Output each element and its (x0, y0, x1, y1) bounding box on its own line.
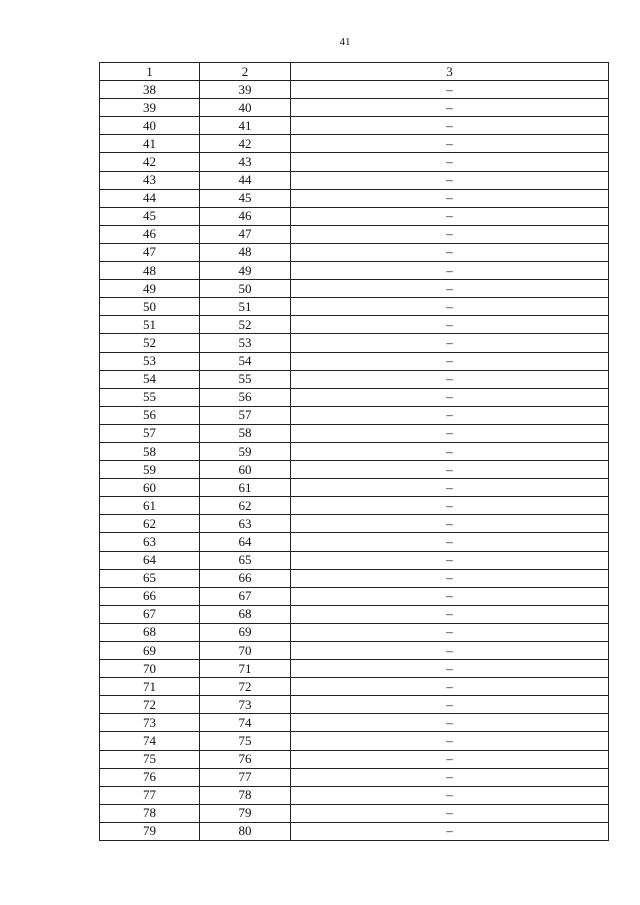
table-cell-col-3: – (291, 660, 609, 678)
table-cell-col-1: 63 (100, 533, 200, 551)
table-cell-col-1: 43 (100, 171, 200, 189)
table-cell-col-1: 39 (100, 99, 200, 117)
table-cell-col-3: – (291, 388, 609, 406)
table-cell-col-2: 62 (200, 497, 291, 515)
table-row (100, 569, 609, 587)
table-cell-col-1: 57 (100, 424, 200, 442)
table-cell-col-1: 50 (100, 298, 200, 316)
table-row (100, 225, 609, 243)
table-cell-col-2: 47 (200, 225, 291, 243)
table-row (100, 678, 609, 696)
table-cell-col-3: – (291, 370, 609, 388)
table-cell-col-1: 54 (100, 370, 200, 388)
table-cell-col-3: – (291, 714, 609, 732)
table-row (100, 189, 609, 207)
table-cell-col-1: 48 (100, 262, 200, 280)
table-cell-col-3: – (291, 551, 609, 569)
table-cell-col-3: – (291, 822, 609, 840)
table-row (100, 207, 609, 225)
table-row (100, 750, 609, 768)
table-cell-col-2: 63 (200, 515, 291, 533)
table-cell-col-1: 71 (100, 678, 200, 696)
table-cell-col-3: – (291, 768, 609, 786)
table-row (100, 442, 609, 460)
table-cell-col-2: 73 (200, 696, 291, 714)
table-cell-col-2: 64 (200, 533, 291, 551)
table-row (100, 171, 609, 189)
table-row (100, 153, 609, 171)
table-cell-col-3: – (291, 81, 609, 99)
table-cell-col-2: 79 (200, 804, 291, 822)
table-cell-col-2: 48 (200, 243, 291, 261)
table-row (100, 262, 609, 280)
table-cell-col-2: 54 (200, 352, 291, 370)
table-row (100, 515, 609, 533)
table-cell-col-3: – (291, 280, 609, 298)
table-cell-col-2: 46 (200, 207, 291, 225)
table-cell-col-1: 56 (100, 406, 200, 424)
table-cell-col-1: 67 (100, 605, 200, 623)
table-cell-col-2: 68 (200, 605, 291, 623)
table-row (100, 822, 609, 840)
table-cell-col-2: 42 (200, 135, 291, 153)
table-row (100, 551, 609, 569)
table-cell-col-1: 52 (100, 334, 200, 352)
table-cell-col-3: – (291, 678, 609, 696)
table-row (100, 533, 609, 551)
table-row (100, 352, 609, 370)
table-cell-col-1: 79 (100, 822, 200, 840)
table-cell-col-3: – (291, 786, 609, 804)
table-row (100, 99, 609, 117)
table-row (100, 370, 609, 388)
table-row (100, 298, 609, 316)
table-cell-col-2: 69 (200, 623, 291, 641)
table-cell-col-3: – (291, 189, 609, 207)
table-row (100, 135, 609, 153)
table-cell-col-2: 72 (200, 678, 291, 696)
table-cell-col-2: 78 (200, 786, 291, 804)
table-cell-col-2: 70 (200, 642, 291, 660)
table-cell-col-3: – (291, 352, 609, 370)
table-row (100, 388, 609, 406)
table-cell-col-3: – (291, 642, 609, 660)
table-cell-col-2: 50 (200, 280, 291, 298)
column-header-3: 3 (291, 63, 609, 81)
table-cell-col-2: 71 (200, 660, 291, 678)
table-cell-col-3: – (291, 497, 609, 515)
table-row (100, 424, 609, 442)
table-cell-col-3: – (291, 515, 609, 533)
table-cell-col-3: – (291, 334, 609, 352)
table-cell-col-3: – (291, 153, 609, 171)
table-row (100, 786, 609, 804)
table-cell-col-1: 55 (100, 388, 200, 406)
table-cell-col-2: 45 (200, 189, 291, 207)
table-cell-col-3: – (291, 623, 609, 641)
table-cell-col-2: 56 (200, 388, 291, 406)
table-cell-col-3: – (291, 171, 609, 189)
page-number: 41 (339, 36, 351, 48)
table-cell-col-2: 74 (200, 714, 291, 732)
table-cell-col-1: 47 (100, 243, 200, 261)
table-cell-col-3: – (291, 461, 609, 479)
table-cell-col-1: 77 (100, 786, 200, 804)
table-row (100, 81, 609, 99)
table-row (100, 732, 609, 750)
column-header-2: 2 (200, 63, 291, 81)
table-row (100, 587, 609, 605)
table-row (100, 280, 609, 298)
data-table (99, 62, 609, 841)
table-cell-col-1: 70 (100, 660, 200, 678)
table-cell-col-3: – (291, 533, 609, 551)
table-cell-col-1: 78 (100, 804, 200, 822)
table-cell-col-1: 41 (100, 135, 200, 153)
table-cell-col-2: 52 (200, 316, 291, 334)
table-cell-col-3: – (291, 569, 609, 587)
table-row (100, 768, 609, 786)
table-cell-col-2: 66 (200, 569, 291, 587)
table-cell-col-1: 62 (100, 515, 200, 533)
table-cell-col-3: – (291, 243, 609, 261)
table-cell-col-1: 53 (100, 352, 200, 370)
table-row (100, 605, 609, 623)
table-cell-col-3: – (291, 442, 609, 460)
table-row (100, 316, 609, 334)
table-cell-col-3: – (291, 225, 609, 243)
table-row (100, 497, 609, 515)
table-row (100, 714, 609, 732)
table-cell-col-1: 72 (100, 696, 200, 714)
table-cell-col-1: 44 (100, 189, 200, 207)
table-cell-col-1: 76 (100, 768, 200, 786)
table-row (100, 117, 609, 135)
table-cell-col-2: 77 (200, 768, 291, 786)
table-cell-col-1: 42 (100, 153, 200, 171)
table-cell-col-3: – (291, 316, 609, 334)
table-cell-col-2: 57 (200, 406, 291, 424)
table-cell-col-1: 66 (100, 587, 200, 605)
table-cell-col-1: 73 (100, 714, 200, 732)
table-cell-col-1: 68 (100, 623, 200, 641)
table-row (100, 696, 609, 714)
table-cell-col-1: 40 (100, 117, 200, 135)
table-cell-col-2: 67 (200, 587, 291, 605)
table-cell-col-1: 75 (100, 750, 200, 768)
table-row (100, 623, 609, 641)
table-cell-col-1: 65 (100, 569, 200, 587)
table-cell-col-3: – (291, 479, 609, 497)
table-cell-col-1: 51 (100, 316, 200, 334)
table-cell-col-2: 43 (200, 153, 291, 171)
table-cell-col-2: 61 (200, 479, 291, 497)
table-row (100, 461, 609, 479)
table-cell-col-2: 55 (200, 370, 291, 388)
table-cell-col-2: 39 (200, 81, 291, 99)
table-cell-col-1: 46 (100, 225, 200, 243)
table-cell-col-2: 65 (200, 551, 291, 569)
column-header-1: 1 (100, 63, 200, 81)
table-cell-col-2: 51 (200, 298, 291, 316)
table-cell-col-3: – (291, 135, 609, 153)
table-row (100, 406, 609, 424)
table-cell-col-1: 38 (100, 81, 200, 99)
table-cell-col-1: 58 (100, 442, 200, 460)
table-cell-col-2: 49 (200, 262, 291, 280)
table-cell-col-2: 40 (200, 99, 291, 117)
table-cell-col-3: – (291, 424, 609, 442)
table-cell-col-1: 59 (100, 461, 200, 479)
table-cell-col-2: 58 (200, 424, 291, 442)
table-cell-col-1: 74 (100, 732, 200, 750)
table-cell-col-2: 53 (200, 334, 291, 352)
table-cell-col-1: 61 (100, 497, 200, 515)
table-body (100, 81, 609, 841)
table-cell-col-3: – (291, 605, 609, 623)
table-cell-col-3: – (291, 117, 609, 135)
table-row (100, 804, 609, 822)
table-cell-col-2: 75 (200, 732, 291, 750)
table-cell-col-2: 41 (200, 117, 291, 135)
table-cell-col-3: – (291, 99, 609, 117)
table-cell-col-3: – (291, 750, 609, 768)
table-cell-col-3: – (291, 587, 609, 605)
table-cell-col-1: 60 (100, 479, 200, 497)
table-cell-col-1: 45 (100, 207, 200, 225)
table-header-row (100, 63, 609, 81)
table-row (100, 479, 609, 497)
table-cell-col-1: 49 (100, 280, 200, 298)
table-cell-col-2: 59 (200, 442, 291, 460)
table-cell-col-2: 60 (200, 461, 291, 479)
table-cell-col-3: – (291, 732, 609, 750)
table-row (100, 660, 609, 678)
table-cell-col-3: – (291, 262, 609, 280)
table-cell-col-1: 64 (100, 551, 200, 569)
table-cell-col-3: – (291, 298, 609, 316)
table-cell-col-3: – (291, 804, 609, 822)
table-cell-col-2: 80 (200, 822, 291, 840)
table-cell-col-3: – (291, 696, 609, 714)
table-cell-col-3: – (291, 406, 609, 424)
table-row (100, 334, 609, 352)
table-cell-col-3: – (291, 207, 609, 225)
table-cell-col-2: 44 (200, 171, 291, 189)
table-row (100, 243, 609, 261)
table-cell-col-2: 76 (200, 750, 291, 768)
table-cell-col-1: 69 (100, 642, 200, 660)
table-row (100, 642, 609, 660)
